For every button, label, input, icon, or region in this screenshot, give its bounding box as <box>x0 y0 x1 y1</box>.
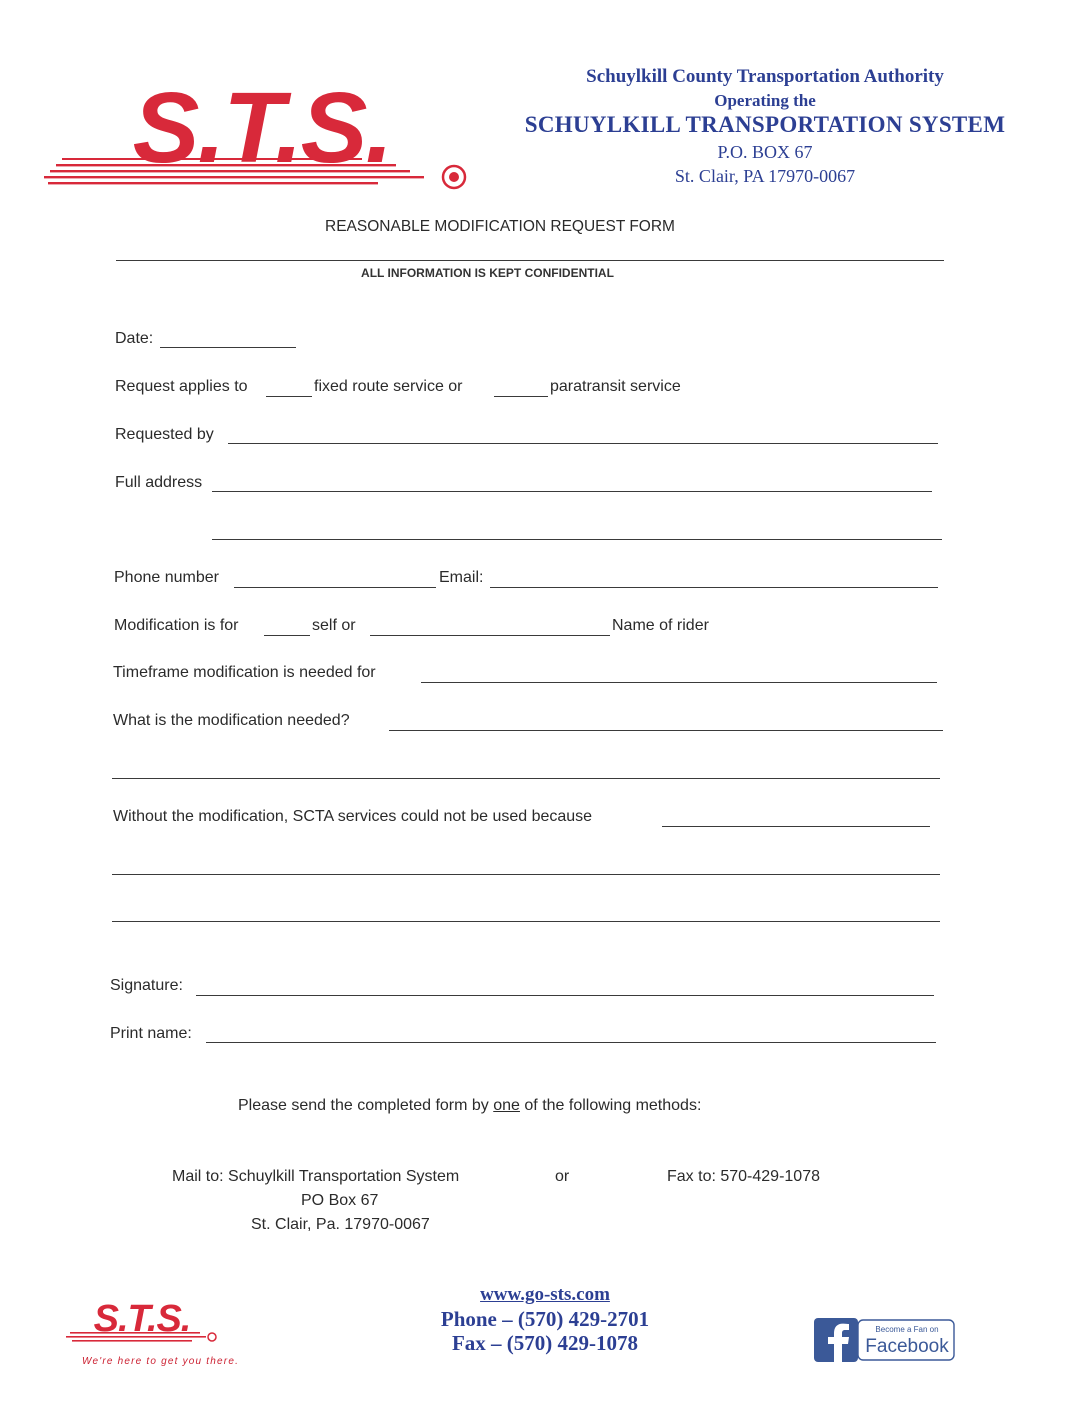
sts-logo <box>42 78 482 193</box>
org-city: St. Clair, PA 17970-0067 <box>674 166 856 186</box>
name-of-rider-label: Name of rider <box>612 617 709 634</box>
modification-needed-label: What is the modification needed? <box>113 712 350 729</box>
send-one-emphasis: one <box>493 1097 520 1114</box>
mail-to-line3: St. Clair, Pa. 17970-0067 <box>251 1216 430 1233</box>
date-label: Date: <box>115 330 154 347</box>
phone-contact: Phone – (570) 429-2701 <box>440 1307 650 1331</box>
send-instructions: Please send the completed form by one of the following methods: <box>238 1097 702 1114</box>
self-or-label: self or <box>312 617 356 634</box>
rider-name-field[interactable] <box>370 635 610 636</box>
print-name-field[interactable] <box>206 1042 936 1043</box>
full-address-field-line1[interactable] <box>212 491 932 492</box>
modification-for-label: Modification is for <box>114 617 239 634</box>
phone-field[interactable] <box>234 587 436 588</box>
signature-field[interactable] <box>196 995 934 996</box>
fb-big-text: Facebook <box>865 1336 949 1357</box>
email-field[interactable] <box>490 587 938 588</box>
full-address-label: Full address <box>115 474 203 491</box>
timeframe-field[interactable] <box>421 682 937 683</box>
tagline: We're here to get you there. <box>82 1356 240 1367</box>
requested-by-label: Requested by <box>115 426 214 443</box>
mail-to-line2: PO Box 67 <box>301 1192 379 1209</box>
date-field[interactable] <box>160 347 296 348</box>
self-blank[interactable] <box>264 635 310 636</box>
org-po-box: P.O. BOX 67 <box>717 142 813 162</box>
mail-to-line1: Mail to: Schuylkill Transportation System <box>172 1168 460 1185</box>
reason-field-line3[interactable] <box>112 921 940 922</box>
paratransit-blank[interactable] <box>494 396 548 397</box>
org-name: Schuylkill County Transportation Authority <box>586 66 944 87</box>
signature-label: Signature: <box>110 977 183 994</box>
request-applies-label: Request applies to <box>115 378 248 395</box>
facebook-icon <box>814 1318 858 1362</box>
modification-needed-field-line1[interactable] <box>389 730 943 731</box>
fax-to: Fax to: 570-429-1078 <box>667 1168 820 1185</box>
system-name: SCHUYLKILL TRANSPORTATION SYSTEM <box>524 112 1006 137</box>
reason-field-line1[interactable] <box>662 826 930 827</box>
modification-needed-field-line2[interactable] <box>112 778 940 779</box>
fixed-route-label: fixed route service or <box>314 378 463 395</box>
without-modification-label: Without the modification, SCTA services could not be used because <box>113 808 593 825</box>
phone-label: Phone number <box>114 569 219 586</box>
facebook-badge[interactable] <box>812 1316 956 1364</box>
print-name-label: Print name: <box>110 1025 192 1042</box>
or-label: or <box>555 1168 570 1185</box>
requested-by-field[interactable] <box>228 443 938 444</box>
sts-logo-small <box>64 1298 220 1344</box>
email-label: Email: <box>439 569 484 586</box>
fb-small-text: Become a Fan on <box>875 1325 939 1334</box>
paratransit-label: paratransit service <box>550 378 681 395</box>
title-divider <box>116 260 944 261</box>
timeframe-label: Timeframe modification is needed for <box>113 664 376 681</box>
logo-text: S.T.S. <box>132 78 392 184</box>
org-operating: Operating the <box>714 91 816 110</box>
small-logo-text: S.T.S. <box>93 1298 191 1340</box>
full-address-field-line2[interactable] <box>212 539 942 540</box>
fixed-route-blank[interactable] <box>266 396 312 397</box>
website-link[interactable]: www.go-sts.com <box>480 1284 610 1305</box>
form-title: REASONABLE MODIFICATION REQUEST FORM <box>325 218 675 235</box>
confidential-note: ALL INFORMATION IS KEPT CONFIDENTIAL <box>361 266 614 280</box>
fax-contact: Fax – (570) 429-1078 <box>451 1331 639 1355</box>
reason-field-line2[interactable] <box>112 874 940 875</box>
